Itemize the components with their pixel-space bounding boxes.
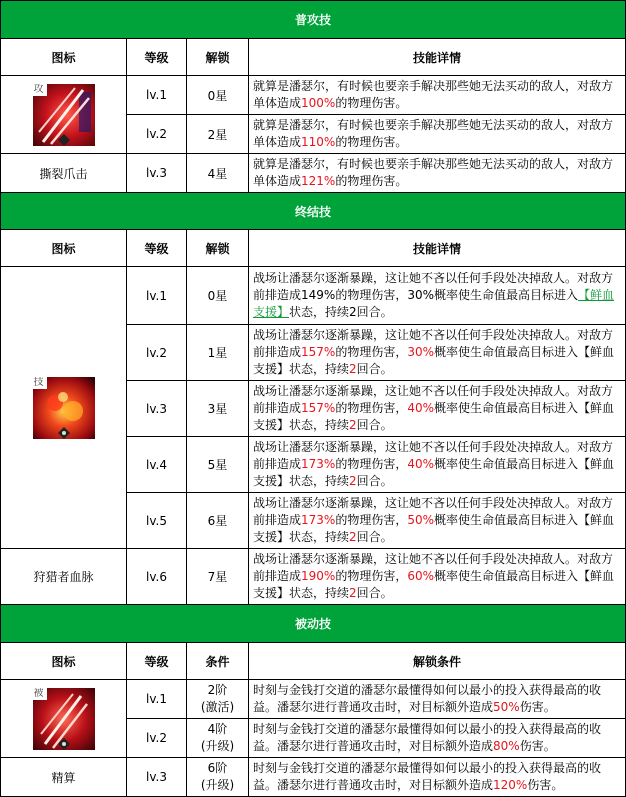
unlock-cell: 3星: [187, 381, 249, 437]
probability-percent: 30%: [407, 288, 435, 302]
section-ultimate: [1, 193, 626, 230]
header-unlock: 解锁: [187, 230, 249, 267]
header-unlock: 解锁: [187, 39, 249, 76]
detail-text: 概率使生命值最高目标进入: [434, 513, 579, 527]
detail-cell: [249, 437, 626, 493]
blood-burst-icon: [33, 377, 95, 439]
level-cell: lv.1: [127, 680, 187, 719]
detail-text: 就算是潘瑟尔，有时候也要亲手解决那些她无法买动的敌人，对敌方单体造成: [253, 118, 614, 149]
detail-text: 战场让潘瑟尔逐渐暴躁，这让她不吝以任何手段处决掉敌人。对敌方前排造成: [253, 496, 614, 527]
level-cell: lv.5: [127, 493, 187, 549]
damage-percent: 149%: [301, 288, 336, 302]
header-icon: 图标: [1, 230, 127, 267]
unlock-cell: 7星: [187, 549, 249, 605]
detail-text: 时刻与金钱打交道的潘瑟尔最懂得如何以最小的投入获得最高的收益。潘瑟尔进行普通攻击时，对目标额外造成: [253, 761, 602, 792]
level-cell: lv.3: [127, 758, 187, 797]
skill-name: 撕裂爪击: [1, 154, 127, 193]
detail-text: 战场让潘瑟尔逐渐暴躁，这让她不吝以任何手段处决掉敌人。对敌方前排造成: [253, 552, 614, 583]
detail-text-end: 回合。: [356, 530, 393, 544]
passive-icon-cell: [1, 680, 127, 758]
probability-percent: 30%: [407, 345, 435, 359]
unlock-cell: 1星: [187, 325, 249, 381]
detail-text-end: 伤害。: [519, 739, 556, 753]
detail-text-end: 伤害。: [519, 700, 556, 714]
probability-percent: 50%: [407, 513, 435, 527]
detail-text: 的物理伤害，: [335, 401, 408, 415]
detail-cell: [249, 267, 626, 325]
unlock-cell: 6星: [187, 493, 249, 549]
section-title-passive: 被动技: [1, 605, 626, 643]
header-icon: 图标: [1, 643, 127, 680]
header-detail: 技能详情: [249, 39, 626, 76]
level-cell: lv.2: [127, 719, 187, 758]
detail-text: 就算是潘瑟尔，有时候也要亲手解决那些她无法买动的敌人，对敌方单体造成: [253, 157, 614, 188]
damage-percent: 50%: [493, 700, 520, 714]
level-cell: lv.1: [127, 267, 187, 325]
ultimate-row-6: [1, 549, 626, 605]
detail-text: 就算是潘瑟尔，有时候也要亲手解决那些她无法买动的敌人，对敌方单体造成: [253, 79, 614, 110]
header-row-normal: [1, 39, 626, 76]
damage-percent: 157%: [301, 401, 336, 415]
section-title-ultimate: 终结技: [1, 193, 626, 230]
ultimate-icon-cell: [1, 267, 127, 549]
normal-row-1: [1, 76, 626, 115]
detail-text: 时刻与金钱打交道的潘瑟尔最懂得如何以最小的投入获得最高的收益。潘瑟尔进行普通攻击时，对目标额外造成: [253, 722, 602, 753]
status-name: 【鲜血支援】: [253, 569, 615, 600]
damage-percent: 173%: [301, 513, 336, 527]
header-level: 等级: [127, 643, 187, 680]
turn-count: 2: [349, 474, 357, 488]
ultimate-row-1: [1, 267, 626, 325]
section-title-normal: 普攻技: [1, 1, 626, 39]
unlock-cell: 4星: [187, 154, 249, 193]
level-cell: lv.2: [127, 115, 187, 154]
detail-cell: [249, 325, 626, 381]
passive-row-3: [1, 758, 626, 797]
detail-text: 状态，持续: [289, 474, 350, 488]
detail-text-end: 回合。: [356, 362, 393, 376]
detail-cell: [249, 76, 626, 115]
detail-cell: [249, 719, 626, 758]
detail-text: 状态，持续: [289, 530, 350, 544]
detail-text: 状态，持续: [289, 586, 350, 600]
turn-count: 2: [349, 362, 357, 376]
turn-count: 2: [349, 305, 357, 319]
level-cell: lv.1: [127, 76, 187, 115]
condition-stage: 2阶: [207, 683, 228, 697]
detail-text-end: 的物理伤害。: [335, 174, 408, 188]
level-cell: lv.4: [127, 437, 187, 493]
detail-cell: [249, 154, 626, 193]
detail-text: 战场让潘瑟尔逐渐暴躁，这让她不吝以任何手段处决掉敌人。对敌方前排造成: [253, 440, 614, 471]
unlock-cell: 2星: [187, 115, 249, 154]
unlock-cell: 0星: [187, 267, 249, 325]
condition-type: (升级): [200, 739, 235, 753]
damage-percent: 100%: [301, 96, 336, 110]
passive-row-1: [1, 680, 626, 719]
detail-text-end: 回合。: [356, 418, 393, 432]
detail-text: 状态，持续: [289, 362, 350, 376]
condition-type: (激活): [200, 700, 235, 714]
ultimate-rows: [1, 267, 626, 605]
status-name: 【鲜血支援】: [253, 457, 615, 488]
normal-icon-cell: [1, 76, 127, 154]
level-cell: lv.3: [127, 154, 187, 193]
detail-text-end: 回合。: [356, 305, 393, 319]
unlock-cell: 0星: [187, 76, 249, 115]
condition-stage: 6阶: [207, 761, 228, 775]
detail-text: 的物理伤害，: [335, 288, 408, 302]
claw-slash-icon: [33, 84, 95, 146]
detail-text-end: 回合。: [356, 586, 393, 600]
detail-text: 概率使生命值最高目标进入: [434, 457, 579, 471]
damage-percent: 121%: [301, 174, 336, 188]
status-name: 【鲜血支援】: [253, 288, 615, 319]
header-detail: 技能详情: [249, 230, 626, 267]
header-row-passive: [1, 643, 626, 680]
condition-cell: [187, 719, 249, 758]
skill-name: 精算: [1, 758, 127, 797]
status-name: 【鲜血支援】: [253, 401, 615, 432]
detail-text-end: 回合。: [356, 474, 393, 488]
icon-letter: 技: [33, 376, 44, 388]
status-name: 【鲜血支援】: [253, 513, 615, 544]
detail-text: 概率使生命值最高目标进入: [434, 401, 579, 415]
turn-count: 2: [349, 586, 357, 600]
detail-text: 状态，持续: [289, 418, 350, 432]
detail-cell: [249, 549, 626, 605]
condition-stage: 4阶: [207, 722, 228, 736]
probability-percent: 40%: [407, 457, 435, 471]
detail-text: 的物理伤害，: [335, 569, 408, 583]
detail-cell: [249, 758, 626, 797]
damage-percent: 173%: [301, 457, 336, 471]
damage-percent: 110%: [301, 135, 336, 149]
damage-percent: 120%: [493, 778, 528, 792]
damage-percent: 190%: [301, 569, 336, 583]
section-passive: [1, 605, 626, 643]
condition-type: (升级): [200, 778, 235, 792]
damage-percent: 80%: [493, 739, 520, 753]
header-condition: 条件: [187, 643, 249, 680]
header-level: 等级: [127, 39, 187, 76]
claw-passive-icon: [33, 688, 95, 750]
level-cell: lv.2: [127, 325, 187, 381]
condition-cell: [187, 680, 249, 719]
header-unlock-condition: 解锁条件: [249, 643, 626, 680]
detail-cell: [249, 680, 626, 719]
icon-letter: 攻: [33, 83, 44, 95]
level-cell: lv.3: [127, 381, 187, 437]
header-row-ultimate: [1, 230, 626, 267]
detail-text: 战场让潘瑟尔逐渐暴躁，这让她不吝以任何手段处决掉敌人。对敌方前排造成: [253, 384, 614, 415]
normal-row-3: [1, 154, 626, 193]
probability-percent: 60%: [407, 569, 435, 583]
detail-text: 战场让潘瑟尔逐渐暴躁，这让她不吝以任何手段处决掉敌人。对敌方前排造成: [253, 271, 614, 302]
turn-count: 2: [349, 530, 357, 544]
detail-cell: [249, 381, 626, 437]
detail-text-end: 的物理伤害。: [335, 135, 408, 149]
detail-text-end: 伤害。: [527, 778, 564, 792]
turn-count: 2: [349, 418, 357, 432]
section-normal: [1, 1, 626, 39]
header-level: 等级: [127, 230, 187, 267]
level-cell: lv.6: [127, 549, 187, 605]
detail-text: 的物理伤害，: [335, 345, 408, 359]
icon-letter: 被: [33, 687, 44, 699]
detail-text: 概率使生命值最高目标进入: [434, 288, 579, 302]
detail-text: 概率使生命值最高目标进入: [434, 569, 579, 583]
detail-text: 战场让潘瑟尔逐渐暴躁，这让她不吝以任何手段处决掉敌人。对敌方前排造成: [253, 328, 614, 359]
header-icon: 图标: [1, 39, 127, 76]
detail-cell: [249, 493, 626, 549]
condition-cell: [187, 758, 249, 797]
detail-text: 的物理伤害，: [335, 457, 408, 471]
probability-percent: 40%: [407, 401, 435, 415]
detail-text: 时刻与金钱打交道的潘瑟尔最懂得如何以最小的投入获得最高的收益。潘瑟尔进行普通攻击时，对目标额外造成: [253, 683, 602, 714]
status-name: 【鲜血支援】: [253, 345, 615, 376]
detail-text: 概率使生命值最高目标进入: [434, 345, 579, 359]
detail-text: 状态，持续: [289, 305, 350, 319]
detail-text: 的物理伤害，: [335, 513, 408, 527]
skill-name: 狩猎者血脉: [1, 549, 127, 605]
detail-cell: [249, 115, 626, 154]
unlock-cell: 5星: [187, 437, 249, 493]
detail-text-end: 的物理伤害。: [335, 96, 408, 110]
damage-percent: 157%: [301, 345, 336, 359]
